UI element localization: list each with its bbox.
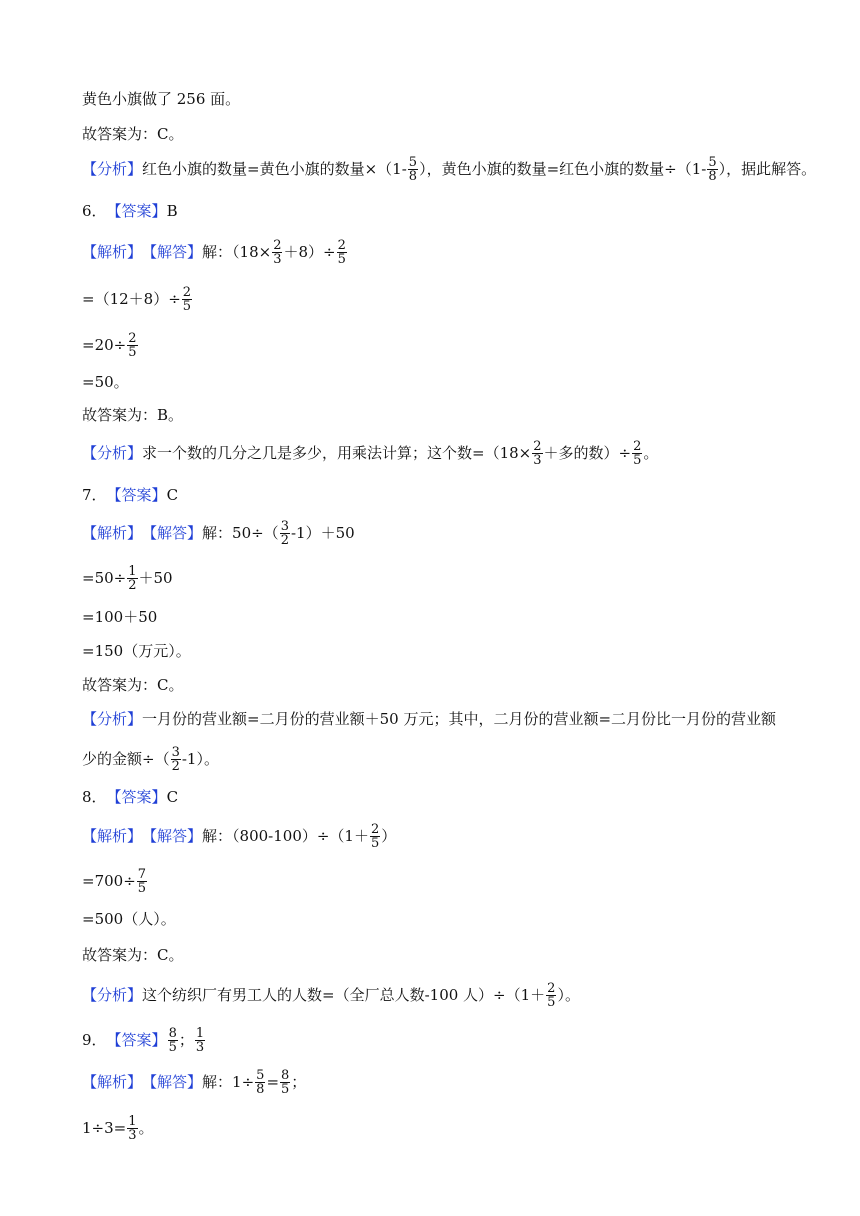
numerator: 2 — [533, 438, 542, 454]
numerator: 2 — [633, 438, 642, 454]
text-run: =50。 — [82, 373, 129, 391]
denominator: 5 — [137, 880, 147, 896]
text-line — [82, 867, 148, 895]
denominator: 2 — [128, 577, 137, 593]
denominator: 5 — [182, 298, 192, 314]
numerator: 7 — [137, 866, 147, 882]
text-line — [82, 905, 176, 933]
text-run: =（12＋8）÷ — [82, 290, 181, 308]
text-line — [82, 331, 139, 359]
fraction — [255, 1069, 265, 1096]
label-analysis: 【分析】 — [82, 160, 143, 178]
denominator: 3 — [195, 1039, 205, 1055]
fraction — [370, 823, 380, 850]
text-run: 故答案为：C。 — [82, 946, 184, 964]
label-solve: 【解答】 — [142, 1073, 203, 1091]
numerator: 5 — [408, 154, 418, 170]
text-run: 7． — [82, 486, 107, 504]
text-line — [82, 85, 240, 113]
text-run: 。 — [138, 1119, 154, 1137]
fraction — [182, 286, 192, 313]
text-run: ），黄色小旗的数量=红色小旗的数量÷（1- — [419, 160, 707, 178]
fraction — [195, 1027, 205, 1054]
text-run: ； — [178, 1031, 194, 1049]
label-analysis: 【分析】 — [82, 710, 143, 728]
text-run: ） — [381, 827, 397, 845]
text-line — [82, 745, 219, 773]
denominator: 5 — [547, 994, 556, 1010]
label-solve: 【解答】 — [142, 243, 203, 261]
text-run: 少的金额÷（ — [82, 750, 170, 768]
fraction — [127, 332, 137, 359]
text-run: =20÷ — [82, 336, 127, 354]
text-run: 故答案为：C。 — [82, 125, 184, 143]
text-line — [82, 197, 178, 225]
text-line — [82, 822, 396, 850]
text-line — [82, 155, 816, 183]
text-run: ）。 — [557, 986, 580, 1004]
label-explain: 【解析】 — [82, 827, 143, 845]
denominator: 8 — [708, 168, 717, 184]
text-run: ＋多的数）÷ — [543, 444, 632, 462]
label-answer: 【答案】 — [106, 1031, 167, 1049]
text-run: 解：（18× — [202, 243, 272, 261]
text-line — [82, 238, 348, 266]
text-line — [82, 671, 183, 699]
fraction — [546, 982, 556, 1009]
label-analysis: 【分析】 — [82, 986, 143, 1004]
text-run: =150（万元）。 — [82, 642, 191, 660]
text-run: C — [166, 788, 179, 806]
label-answer: 【答案】 — [106, 202, 167, 220]
numerator: 3 — [171, 744, 180, 760]
text-run: =700÷ — [82, 872, 136, 890]
text-run: 解：50÷（ — [202, 524, 279, 542]
numerator: 1 — [195, 1025, 205, 1041]
denominator: 8 — [256, 1081, 265, 1097]
text-run: 6． — [82, 202, 107, 220]
text-run: 8． — [82, 788, 107, 806]
denominator: 3 — [128, 1127, 137, 1143]
label-explain: 【解析】 — [82, 524, 143, 542]
text-line — [82, 285, 193, 313]
text-line — [82, 368, 129, 396]
numerator: 2 — [182, 284, 192, 300]
label-solve: 【解答】 — [142, 524, 203, 542]
text-run: 解：（800-100）÷（1＋ — [202, 827, 369, 845]
text-run: =50÷ — [82, 569, 127, 587]
denominator: 5 — [633, 452, 642, 468]
denominator: 5 — [128, 344, 137, 360]
text-run: =100＋50 — [82, 608, 158, 626]
denominator: 5 — [281, 1081, 290, 1097]
text-run: 故答案为：C。 — [82, 676, 184, 694]
label-answer: 【答案】 — [106, 788, 167, 806]
fraction — [532, 440, 542, 467]
denominator: 2 — [171, 758, 180, 774]
text-run: 故答案为：B。 — [82, 406, 184, 424]
text-line — [82, 603, 157, 631]
text-run: B — [166, 202, 178, 220]
text-run: 求一个数的几分之几是多少，用乘法计算；这个数=（18× — [142, 444, 532, 462]
denominator: 3 — [273, 251, 282, 267]
text-run: = — [266, 1073, 280, 1091]
text-run: 红色小旗的数量=黄色小旗的数量×（1- — [142, 160, 407, 178]
text-run: 1÷3= — [82, 1119, 127, 1137]
text-run: ＋50 — [138, 569, 173, 587]
text-line — [82, 481, 178, 509]
text-run: 。 — [643, 444, 659, 462]
denominator: 5 — [168, 1039, 177, 1055]
text-line — [82, 705, 776, 733]
label-analysis: 【分析】 — [82, 444, 143, 462]
label-answer: 【答案】 — [106, 486, 167, 504]
text-line — [82, 941, 183, 969]
text-run: 这个纺织厂有男工人的人数=（全厂总人数-100 人）÷（1＋ — [142, 986, 546, 1004]
text-line — [82, 1026, 206, 1054]
text-run: -1）。 — [181, 750, 219, 768]
numerator: 5 — [708, 154, 717, 170]
label-solve: 【解答】 — [142, 827, 203, 845]
numerator: 8 — [281, 1067, 290, 1083]
numerator: 3 — [280, 518, 289, 534]
text-run: 9． — [82, 1031, 107, 1049]
fraction — [280, 520, 290, 547]
denominator: 5 — [370, 835, 380, 851]
text-run: =500（人）。 — [82, 910, 176, 928]
fraction — [337, 239, 347, 266]
text-line — [82, 519, 355, 547]
text-line — [82, 564, 173, 592]
text-line — [82, 637, 191, 665]
text-line — [82, 1068, 306, 1096]
numerator: 5 — [256, 1067, 265, 1083]
text-run: C — [166, 486, 179, 504]
fraction — [280, 1069, 290, 1096]
text-line — [82, 439, 658, 467]
text-line — [82, 981, 580, 1009]
numerator: 2 — [273, 237, 282, 253]
fraction — [408, 156, 418, 183]
fraction — [137, 868, 147, 895]
denominator: 3 — [533, 452, 542, 468]
text-line — [82, 401, 183, 429]
numerator: 1 — [128, 1113, 137, 1129]
fraction — [127, 565, 137, 592]
numerator: 1 — [128, 563, 137, 579]
text-run: ＋8）÷ — [283, 243, 336, 261]
text-run: 一月份的营业额=二月份的营业额＋50 万元；其中，二月份的营业额=二月份比一月份的营业额 — [142, 710, 777, 728]
denominator: 8 — [408, 168, 418, 184]
fraction — [168, 1027, 178, 1054]
numerator: 2 — [370, 821, 380, 837]
fraction — [127, 1115, 137, 1142]
text-line — [82, 1114, 154, 1142]
fraction — [707, 156, 717, 183]
text-run: ），据此解答。 — [718, 160, 817, 178]
numerator: 8 — [168, 1025, 177, 1041]
text-run: ； — [291, 1073, 307, 1091]
fraction — [272, 239, 282, 266]
numerator: 2 — [337, 237, 346, 253]
numerator: 2 — [128, 330, 137, 346]
label-explain: 【解析】 — [82, 243, 143, 261]
text-line — [82, 120, 183, 148]
numerator: 2 — [547, 980, 556, 996]
denominator: 5 — [337, 251, 346, 267]
text-line — [82, 783, 178, 811]
denominator: 2 — [280, 532, 289, 548]
text-run: 黄色小旗做了 256 面。 — [82, 90, 241, 108]
text-run: 解：1÷ — [202, 1073, 255, 1091]
fraction — [632, 440, 642, 467]
label-explain: 【解析】 — [82, 1073, 143, 1091]
text-run: -1）＋50 — [290, 524, 355, 542]
fraction — [171, 746, 181, 773]
